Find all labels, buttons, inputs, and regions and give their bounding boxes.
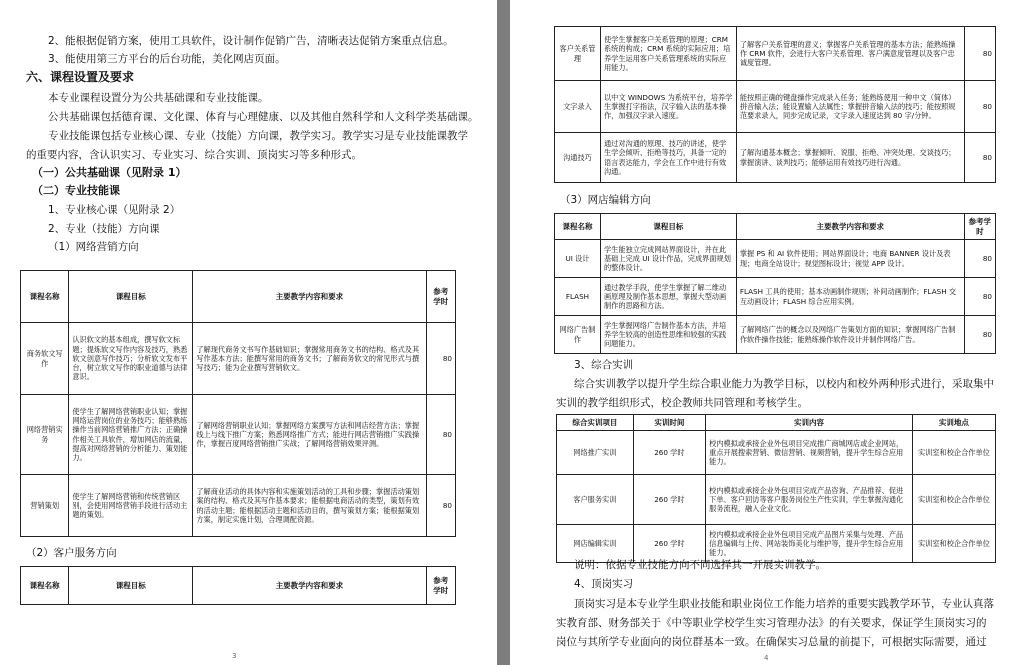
- subsection-title: 4、顶岗实习: [574, 578, 634, 590]
- table-header: 课程名称: [21, 271, 69, 323]
- subsection-title: （二）专业技能课: [32, 184, 120, 197]
- table-cell: 80: [964, 27, 995, 81]
- document-page-4: [510, 0, 1020, 665]
- table-cell: 客户服务实训: [557, 475, 634, 525]
- table-cell: 校内模拟或承接企业外包项目完成产品咨询、产品推荐、促进下单、客户回访等客户服务岗位生产性实训，学生掌握沟通化服务流程，融入企业文化。: [706, 475, 913, 525]
- table-header: 主要教学内容和要求: [736, 214, 964, 240]
- table-cell: 校内模拟或承接企业外包项目完成推广商城网店或企业网站，重点开展搜索营销、微信营销、视频营销，提升学生综合应用能力。: [706, 431, 913, 475]
- table-cell: 文字录入: [555, 81, 601, 133]
- table-cell: 80: [426, 323, 455, 395]
- text-line: 3、能使用第三方平台的后台功能，美化网店页面。: [48, 53, 286, 65]
- table-cell: 通过教学手段，使学生掌握了解二维动画原理及制作基本思想，掌握大型动画制作的思路和方法。: [600, 278, 736, 316]
- table-cell: 80: [426, 475, 455, 537]
- table-cell: 网络推广实训: [557, 431, 634, 475]
- table-cell: 学生掌握网络广告制作基本方法，并培养学生较高的创造性思维和较强的实践问题能力。: [600, 316, 736, 354]
- table-header: 课程目标: [69, 567, 193, 605]
- table-header: 课程目标: [69, 271, 193, 323]
- table-cell: 80: [964, 316, 995, 354]
- table-cell: 260 学时: [633, 525, 705, 563]
- table-cell: 以中文 WINDOWS 为系统平台，培养学生掌握打字指法，汉字输入法的基本操作，加强汉字录入速度。: [600, 81, 736, 133]
- table-cell: 网店编辑实训: [557, 525, 634, 563]
- table-cell: 掌握 PS 和 AI 软件使用；网站界面设计；电商 BANNER 设计及表现；电商全站设计；视觉图标设计；视觉 APP 设计。: [736, 240, 964, 278]
- table-cell: 网络营销实务: [21, 395, 69, 475]
- table-cell: 营销策划: [21, 475, 69, 537]
- table-header: 综合实训项目: [557, 415, 634, 431]
- table-cell: 了解现代商务文书写作基础知识；掌握常用商务文书的结构、格式及其写作基本方法；能撰写常用的商务文书；了解商务软文的常见形式与撰写技巧；能为企业撰写营销软文。: [193, 323, 426, 395]
- table-cell: 认识软文的基本组成，撰写软文标题；提炼软文写作内容及技巧，熟悉软文创意写作技巧；分析软文发布平台，树立软文写作的职业道德与法律意识。: [69, 323, 193, 395]
- table-header: 主要教学内容和要求: [193, 271, 426, 323]
- paragraph: 顶岗实习是本专业学生职业技能和职业岗位工作能力培养的重要实践教学环节，专业认真落: [574, 598, 994, 610]
- section-title: 六、课程设置及要求: [26, 70, 135, 84]
- list-item: 1、专业核心课（见附录 2）: [48, 204, 181, 216]
- table-cell: 260 学时: [633, 431, 705, 475]
- table-cell: 沟通技巧: [555, 133, 601, 183]
- paragraph: 岗位与其所学专业面向的岗位群基本一致。在确保实习总量的前提下，可根据实际需要，通过: [556, 636, 987, 648]
- table-header: 课程名称: [21, 567, 69, 605]
- subsection-title: （2）客户服务方向: [26, 547, 117, 559]
- table-cell: 80: [426, 395, 455, 475]
- table-cell: 80: [964, 81, 995, 133]
- paragraph: 本专业课程设置分为公共基础课和专业技能课。: [48, 92, 269, 104]
- note: 说明：依据专业技能方向不同选择其一开展实训教学。: [574, 559, 826, 571]
- page-number: 4: [764, 654, 769, 662]
- table-cell: 通过对沟通的原理、技巧的讲述，使学生学会倾听、拒绝等技巧，具备一定的语言表达能力，学会在工作中进行有效沟通。: [600, 133, 736, 183]
- table-cell: 学生能独立完成网站界面设计，并在此基础上完成 UI 设计作品，完成界面规划的整体设计。: [600, 240, 736, 278]
- table-cell: 使学生掌握客户关系管理的原理；CRM 系统的构成；CRM 系统的实际应用；培养学生运用客户关系管理系统的实际应用能力。: [600, 27, 736, 81]
- table-header: 参考学时: [426, 271, 455, 323]
- course-table-marketing: [20, 270, 456, 537]
- paragraph: 专业技能课包括专业核心课、专业（技能）方向课，教学实习。教学实习是专业技能课教学: [48, 130, 468, 142]
- table-header: 课程名称: [555, 214, 601, 240]
- subsection-title: 3、综合实训: [574, 359, 634, 371]
- subsection-title: （3）网店编辑方向: [560, 194, 651, 206]
- list-item: （1）网络营销方向: [48, 241, 139, 253]
- table-cell: 使学生了解网络营销职业认知；掌握网络运营岗位的业务技巧；能够熟练操作当前网络营销推广方法；正确操作相关工具软件，增加网店的流量，提高对网络营销的分析能力、策划能力。: [69, 395, 193, 475]
- table-cell: 使学生了解网络营销和传统营销区别，会使用网络营销手段进行活动主题的策划。: [69, 475, 193, 537]
- text-line: 2、能根据促销方案，使用工具软件，设计制作促销广告，清晰表达促销方案重点信息。: [48, 35, 454, 47]
- paragraph: 综合实训教学以提升学生综合职业能力为教学目标，以校内和校外两种形式进行，采取集中: [574, 378, 994, 390]
- paragraph: 实教育部、财务部关于《中等职业学校学生实习管理办法》的有关要求，保证学生顶岗实习的: [556, 617, 987, 629]
- document-page-3: [0, 0, 497, 665]
- table-cell: 了解沟通基本概念；掌握倾听、说服、拒绝、冲突处理、交谈技巧；掌握演讲、谈判技巧；能够运用有效技巧进行沟通。: [736, 133, 964, 183]
- table-cell: 80: [964, 240, 995, 278]
- table-cell: UI 设计: [555, 240, 601, 278]
- table-cell: 网络广告制作: [555, 316, 601, 354]
- table-cell: 80: [964, 133, 995, 183]
- paragraph: 公共基础课包括德育课、文化课、体育与心理健康、以及其他自然科学和人文科学类基础课。: [48, 111, 479, 123]
- table-header: 实训时间: [633, 415, 705, 431]
- table-header: 实训地点: [912, 415, 995, 431]
- table-cell: 校内模拟或承接企业外包项目完成产品图片采集与处理、产品信息编辑与上传、网站装饰美化与维护等，提升学生综合应用能力。: [706, 525, 913, 563]
- table-header: 参考学时: [964, 214, 995, 240]
- paragraph: 的重要内容，含认识实习、专业实习、综合实训、顶岗实习等多种形式。: [26, 149, 362, 161]
- table-header: 主要教学内容和要求: [193, 567, 426, 605]
- table-cell: 了解网络广告的概念以及网络广告策划方面的知识；掌握网络广告制作软件操作技能；能熟练操作软件设计并制作网络广告。: [736, 316, 964, 354]
- table-cell: 商务软文写作: [21, 323, 69, 395]
- table-cell: 260 学时: [633, 475, 705, 525]
- course-table-customer-service-header: [20, 566, 456, 605]
- training-table: [556, 414, 996, 563]
- table-cell: 了解网络营销职业认知；掌握网络方案撰写方法和网店经营方法；掌握线上与线下推广方案；熟悉网络推广方式；能进行网店营销推广实践操作，掌握百度网络营销推广实战；了解网络营销效果评测。: [193, 395, 426, 475]
- table-header: 实训内容: [706, 415, 913, 431]
- list-item: 2、专业（技能）方向课: [48, 223, 160, 235]
- course-table-shop-editing: [554, 213, 996, 354]
- table-cell: FLASH 工具的使用；基本动画制作规则；补间动画制作；FLASH 交互动画设计；FLASH 综合应用实例。: [736, 278, 964, 316]
- paragraph: 实训的教学组织形式，校企教师共同管理和考核学生。: [556, 397, 808, 409]
- table-cell: 客户关系管理: [555, 27, 601, 81]
- table-cell: 能按照正确的键盘操作完成录入任务；能熟练使用一种中文（简体）拼音输入法；能设置输入法属性；掌握拼音输入法的技巧；能按照规范要求录入，同步完成记录，文字录入速度达到 80 字/分钟。: [736, 81, 964, 133]
- table-cell: 实训室和校企合作单位: [912, 475, 995, 525]
- table-cell: 80: [964, 278, 995, 316]
- table-cell: FLASH: [555, 278, 601, 316]
- table-cell: 实训室和校企合作单位: [912, 431, 995, 475]
- table-cell: 了解客户关系管理的意义；掌握客户关系管理的基本方法；能熟练操作 CRM 软件，会进行大客户关系管理、客户满意度管理以及客户忠诚度管理。: [736, 27, 964, 81]
- subsection-title: （一）公共基础课（见附录 1）: [32, 166, 187, 179]
- page-number: 3: [232, 652, 237, 660]
- table-cell: 了解商业活动的具体内容和实施策划活动的工具和步骤；掌握活动策划案的结构、格式及其写作基本要求；能根据电商活动的类型，策划有效的活动主题；能根据活动主题和活动目的，撰写策划方案；能根据策划方案，制定实施计划，合理调配资源。: [193, 475, 426, 537]
- table-cell: 实训室和校企合作单位: [912, 525, 995, 563]
- page-gutter: [497, 0, 510, 665]
- table-header: 参考学时: [426, 567, 455, 605]
- table-header: 课程目标: [600, 214, 736, 240]
- course-table-customer-service: [554, 26, 996, 183]
